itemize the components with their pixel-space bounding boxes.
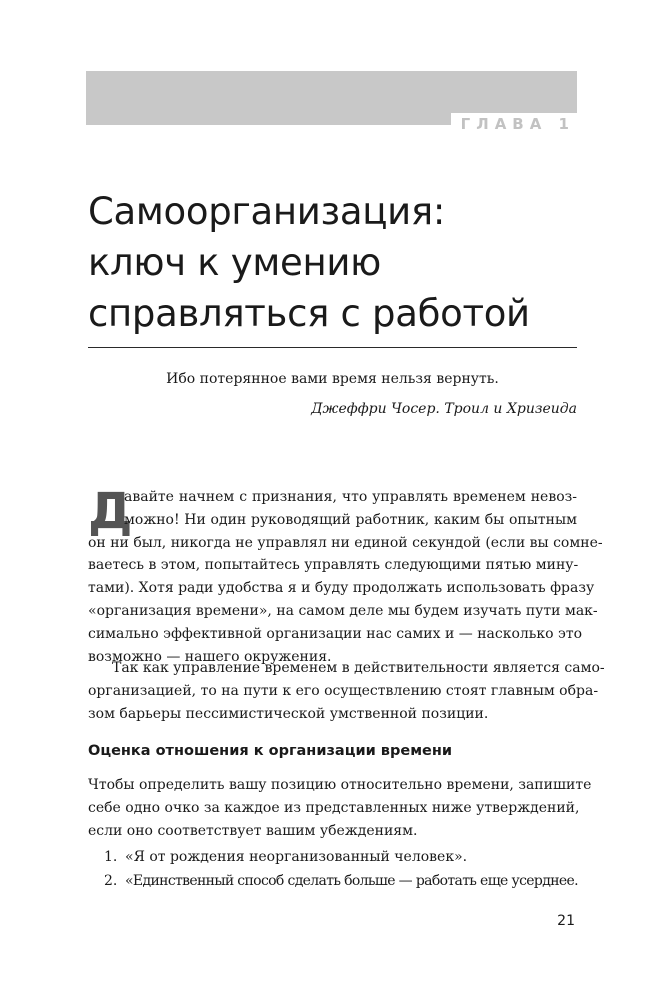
paragraph-assessment [88, 774, 592, 842]
paragraph-line: если оно соответствует вашим убеждениям. [88, 822, 418, 839]
paragraph-intro [88, 482, 603, 668]
chapter-label: ГЛАВА 1 [451, 113, 577, 135]
paragraph-line: авайте начнем с признания, что управлять временем невоз- [124, 489, 577, 505]
drop-cap: Д [88, 482, 133, 540]
paragraph-line: организацией, то на пути к его осуществлению стоят главным обра- [88, 682, 599, 699]
paragraph-line: зом барьеры пессимистической умственной позиции. [88, 705, 489, 722]
chapter-title-line: Самоорганизация: [88, 190, 446, 233]
list-item-text: «Единственный способ сделать больше — работать еще усерднее. [125, 873, 578, 889]
paragraph-line: симально эффективной организации нас самих и — насколько это [88, 625, 583, 642]
title-divider [88, 347, 577, 348]
paragraph-self-organization [88, 657, 605, 725]
paragraph-line: ваетесь в этом, попытайтесь управлять следующими пятью мину- [88, 557, 579, 574]
epigraph-source: Джеффри Чосер. Троил и Хризеида [311, 401, 577, 417]
paragraph-line: можно! Ни один руководящий работник, каким бы опытным [124, 511, 577, 528]
paragraph-line: Так как управление временем в действительности является само- [112, 660, 605, 676]
paragraph-line: он ни был, никогда не управлял ни единой секундой (если вы сомне- [88, 534, 603, 551]
chapter-title-line: ключ к умению [88, 241, 381, 284]
paragraph-line: Чтобы определить вашу позицию относительно времени, запишите [88, 777, 592, 793]
chapter-title [88, 186, 588, 339]
paragraph-line: «организация времени», на самом деле мы будем изучать пути мак- [88, 602, 598, 619]
page-number: 21 [557, 913, 575, 929]
section-heading: Оценка отношения к организации времени [88, 743, 453, 759]
paragraph-line: тами). Хотя ради удобства я и буду продолжать использовать фразу [88, 580, 595, 597]
paragraph-line: возможно — нашего окружения. [88, 648, 332, 665]
list-item-number: 1. [104, 849, 118, 865]
list-item-text: «Я от рождения неорганизованный человек». [125, 849, 468, 865]
epigraph-quote: Ибо потерянное вами время нельзя вернуть. [166, 371, 499, 387]
paragraph-line: себе одно очко за каждое из представленных ниже утверждений, [88, 799, 580, 816]
list-item-number: 2. [104, 873, 118, 889]
chapter-title-line: справляться с работой [88, 292, 530, 335]
